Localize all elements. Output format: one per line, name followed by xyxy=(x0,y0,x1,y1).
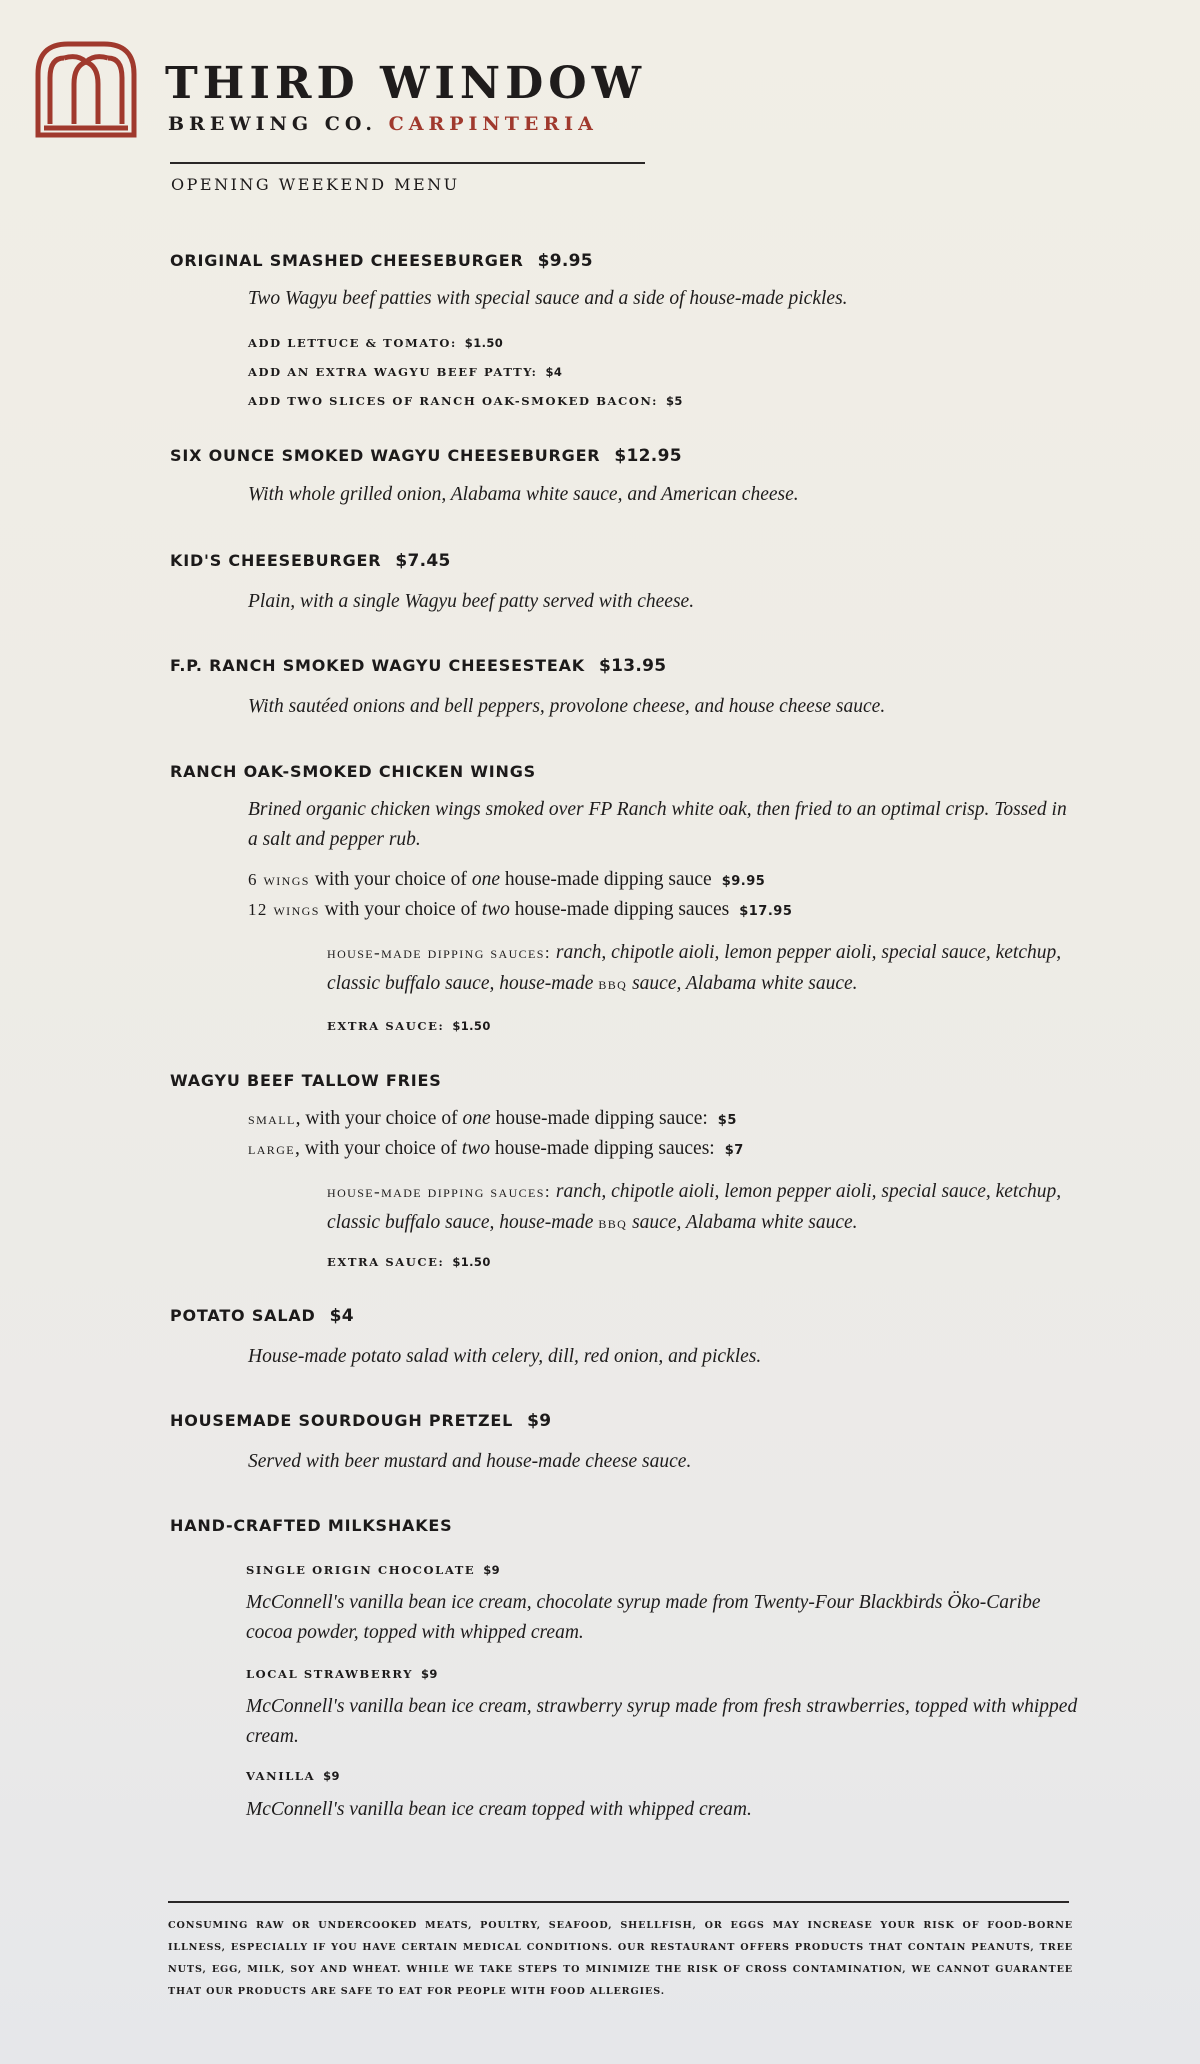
item-description: Plain, with a single Wagyu beef patty served with cheese. xyxy=(248,591,695,612)
brand-location: CARPINTERIA xyxy=(388,113,598,135)
addon-label: ADD LETTUCE & TOMATO: xyxy=(248,336,457,350)
item-price: $9.95 xyxy=(537,251,593,271)
addon-price: $1.50 xyxy=(464,336,504,350)
item-name: HOUSEMADE SOURDOUGH PRETZEL xyxy=(170,1411,514,1430)
item-description: Served with beer mustard and house-made cheese sauce. xyxy=(248,1451,692,1472)
item-name: KID'S CHEESEBURGER xyxy=(170,551,382,570)
item-price: $9 xyxy=(527,1411,552,1431)
item-price: $12.95 xyxy=(614,446,682,466)
footer-divider xyxy=(168,1901,1069,1903)
item-pretzel-title xyxy=(170,1411,551,1431)
fries-sauces xyxy=(327,1176,1087,1238)
flavor-price: $9 xyxy=(421,1667,438,1681)
option-price: $5 xyxy=(717,1113,737,1128)
sauces-bbq: bbq xyxy=(598,1213,628,1232)
allergy-disclaimer: CONSUMING RAW OR UNDERCOOKED MEATS, POULTRY, SEAFOOD, SHELLFISH, OR EGGS MAY INCREASE YOUR RISK OF FOOD-BORNE ILLNESS, ESPECIALLY IF YOU HAVE CERTAIN MEDICAL CONDITIONS. OUR RESTAURANT OFFERS PRODUCTS THAT CONTAIN PEANUTS, TREE NUTS, EGG, MILK, SOY AND WHEAT. WHILE WE TAKE STEPS TO MINIMIZE THE RISK OF CROSS CONTAMINATION, WE CANNOT GUARANTEE THAT OUR PRODUCTS ARE SAFE TO EAT FOR PEOPLE WITH FOOD ALLERGIES. xyxy=(168,1920,1073,1997)
item-smashed-cheeseburger-title xyxy=(170,251,593,271)
item-description: Brined organic chicken wings smoked over FP Ranch white oak, then fried to an optimal crisp. Tossed in a salt and pepper rub. xyxy=(248,799,1067,850)
item-name: ORIGINAL SMASHED CHEESEBURGER xyxy=(170,251,524,270)
item-kids-title xyxy=(170,551,451,571)
item-price: $4 xyxy=(329,1306,354,1326)
option-emphasis: two xyxy=(461,1138,490,1159)
milkshake-chocolate-name xyxy=(246,1563,500,1577)
item-potato-salad-title xyxy=(170,1306,354,1326)
extra-label: EXTRA SAUCE: xyxy=(327,1255,445,1269)
item-name: SIX OUNCE SMOKED WAGYU CHEESEBURGER xyxy=(170,446,601,465)
option-text: house-made dipping sauces xyxy=(514,899,730,920)
addon-bacon xyxy=(248,394,683,408)
sauces-bbq: bbq xyxy=(598,974,628,993)
milkshake-strawberry-desc: McConnell's vanilla bean ice cream, strawberry syrup made from fresh strawberries, topped with whipped cream. xyxy=(246,1696,1078,1747)
option-text: , with your choice of xyxy=(295,1138,457,1159)
milkshake-chocolate-desc: McConnell's vanilla bean ice cream, chocolate syrup made from Twenty-Four Blackbirds Öko-Caribe cocoa powder, topped with whipped cream. xyxy=(246,1592,1041,1643)
flavor-price: $9 xyxy=(483,1563,501,1577)
sauces-list-end: sauce, Alabama white sauce. xyxy=(632,973,858,994)
option-text: house-made dipping sauces: xyxy=(494,1138,715,1159)
option-text: with your choice of xyxy=(314,869,467,890)
option-qty: 12 wings xyxy=(248,900,320,919)
item-name: F.P. RANCH SMOKED WAGYU CHEESESTEAK xyxy=(170,656,585,675)
item-price: $7.45 xyxy=(395,551,451,571)
addon-extra-patty xyxy=(248,365,562,379)
item-fries-title xyxy=(170,1071,442,1090)
header-divider xyxy=(170,162,645,164)
extra-price: $1.50 xyxy=(452,1255,491,1269)
item-milkshakes-title xyxy=(170,1516,452,1535)
option-price: $7 xyxy=(724,1143,744,1158)
milkshake-vanilla-desc: McConnell's vanilla bean ice cream topped with whipped cream. xyxy=(246,1799,752,1820)
fries-option-small xyxy=(248,1108,737,1130)
milkshake-vanilla-name xyxy=(246,1769,340,1783)
addon-lettuce-tomato xyxy=(248,336,503,350)
addon-price: $5 xyxy=(665,394,683,408)
item-name: POTATO SALAD xyxy=(170,1306,316,1325)
item-name: RANCH OAK-SMOKED CHICKEN WINGS xyxy=(170,762,536,781)
menu-heading: OPENING WEEKEND MENU xyxy=(171,175,460,194)
item-six-ounce-title xyxy=(170,446,682,466)
flavor-name: LOCAL STRAWBERRY xyxy=(246,1667,414,1681)
option-text: , with your choice of xyxy=(295,1108,458,1129)
brand-company: BREWING CO. xyxy=(168,113,377,135)
item-price: $13.95 xyxy=(598,656,667,676)
fries-extra-sauce xyxy=(327,1255,491,1269)
addon-label: ADD TWO SLICES OF RANCH OAK-SMOKED BACON: xyxy=(248,394,658,408)
extra-price: $1.50 xyxy=(452,1019,491,1033)
wings-option-12 xyxy=(248,899,792,921)
brand-title: THIRD WINDOW xyxy=(165,58,647,109)
sauces-list-end: sauce, Alabama white sauce. xyxy=(632,1212,858,1233)
option-price: $17.95 xyxy=(739,904,793,919)
option-qty: large xyxy=(248,1139,295,1158)
item-description: With sautéed onions and bell peppers, provolone cheese, and house cheese sauce. xyxy=(248,696,886,717)
item-name: WAGYU BEEF TALLOW FRIES xyxy=(170,1071,442,1090)
sauces-label: house-made dipping sauces: xyxy=(327,1182,551,1201)
wings-extra-sauce xyxy=(327,1019,491,1033)
option-text: house-made dipping sauce xyxy=(504,869,712,890)
option-qty: 6 wings xyxy=(248,870,310,889)
item-description: House-made potato salad with celery, dill, red onion, and pickles. xyxy=(248,1346,762,1367)
sauces-label: house-made dipping sauces: xyxy=(327,943,551,962)
item-description: With whole grilled onion, Alabama white sauce, and American cheese. xyxy=(248,484,799,505)
item-wings-title xyxy=(170,762,536,781)
wings-option-6 xyxy=(248,869,765,891)
extra-label: EXTRA SAUCE: xyxy=(327,1019,445,1033)
brand-subtitle xyxy=(168,113,598,135)
item-cheesesteak-title xyxy=(170,656,666,676)
option-emphasis: one xyxy=(471,869,500,890)
option-text: house-made dipping sauce: xyxy=(495,1108,708,1129)
flavor-name: VANILLA xyxy=(246,1769,316,1783)
item-name: HAND-CRAFTED MILKSHAKES xyxy=(170,1516,453,1535)
option-price: $9.95 xyxy=(721,874,766,889)
sauces-list: ranch, chipotle aioli, lemon pepper aioli, special sauce, ketchup, classic buffalo sauce, house-made xyxy=(327,1181,1062,1233)
option-text: with your choice of xyxy=(324,899,477,920)
fries-option-large xyxy=(248,1138,744,1160)
option-emphasis: one xyxy=(462,1108,491,1129)
wings-sauces xyxy=(327,937,1087,999)
milkshake-strawberry-name xyxy=(246,1667,438,1681)
arched-window-logo-icon xyxy=(34,40,138,138)
sauces-list: ranch, chipotle aioli, lemon pepper aioli, special sauce, ketchup, classic buffalo sauce, house-made xyxy=(327,942,1062,994)
option-emphasis: two xyxy=(481,899,510,920)
flavor-price: $9 xyxy=(323,1769,340,1783)
addon-price: $4 xyxy=(545,365,563,379)
option-qty: small xyxy=(248,1109,296,1128)
flavor-name: SINGLE ORIGIN CHOCOLATE xyxy=(246,1563,476,1577)
addon-label: ADD AN EXTRA WAGYU BEEF PATTY: xyxy=(248,365,538,379)
item-description: Two Wagyu beef patties with special sauce and a side of house-made pickles. xyxy=(248,288,848,309)
